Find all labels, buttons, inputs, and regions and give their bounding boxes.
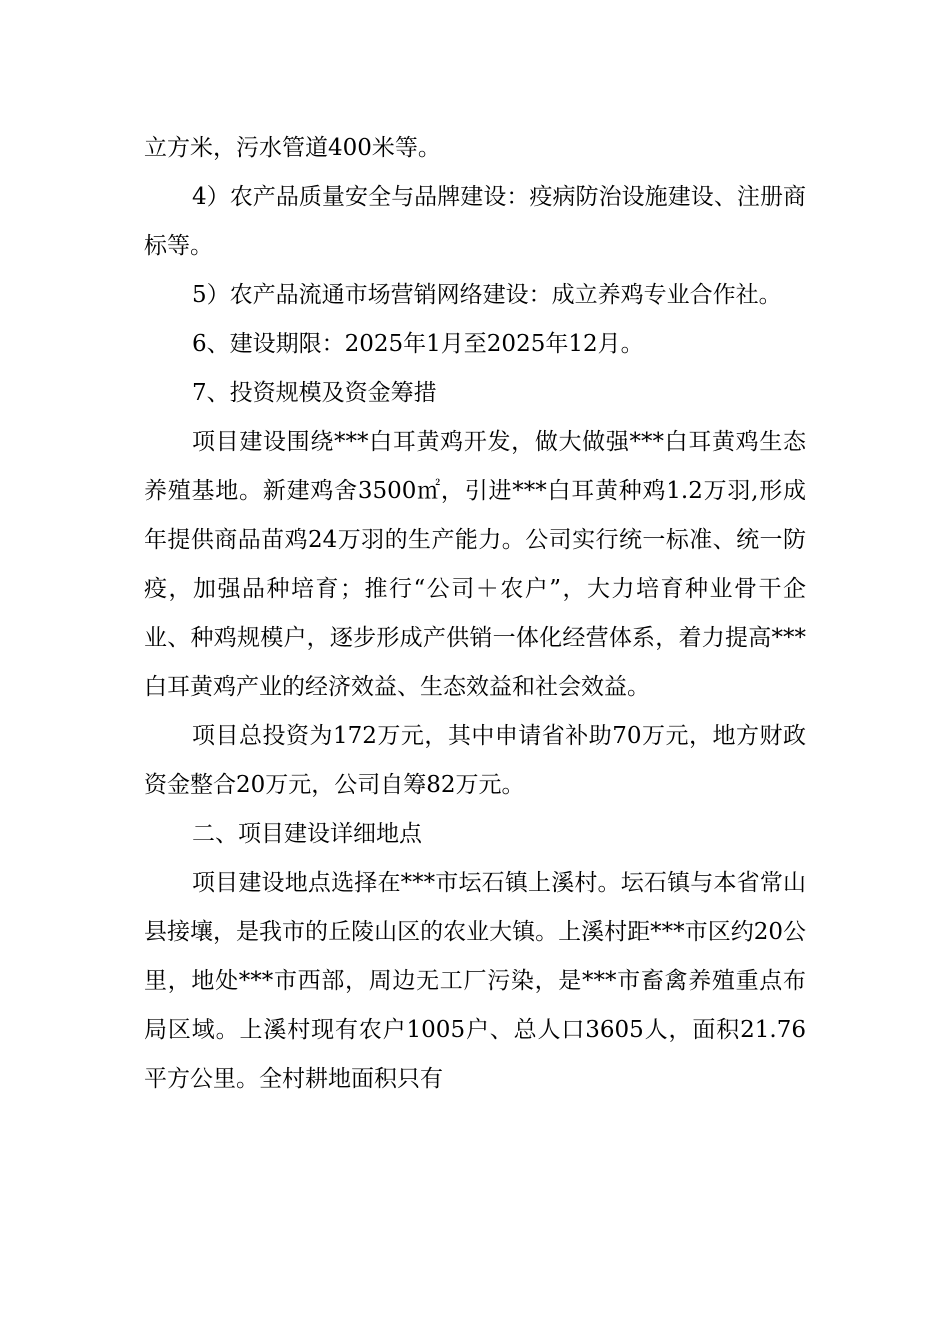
paragraph-project-overview: 项目建设围绕***白耳黄鸡开发，做大做强***白耳黄鸡生态养殖基地。新建鸡舍3500㎡，引进***白耳黄种鸡1.2万羽,形成年提供商品苗鸡24万羽的生产能力。公司实行统一标准、统一防疫，加强品种培育；推行“公司＋农户”，大力培育种业骨干企业、种鸡规模户，逐步形成产供销一体化经营体系，着力提高***白耳黄鸡产业的经济效益、生态效益和社会效益。 (144, 429, 806, 700)
paragraph-investment-heading: 7、投资规模及资金筹措 (192, 380, 437, 406)
paragraph-location-detail: 项目建设地点选择在***市坛石镇上溪村。坛石镇与本省常山县接壤，是我市的丘陵山区的农业大镇。上溪村距***市区约20公里，地处***市西部，周边无工厂污染，是***市畜禽养殖重点布局区域。上溪村现有农户1005户、总人口3605人，面积21.76平方公里。全村耕地面积只有 (144, 870, 806, 1092)
document-body (144, 124, 806, 1104)
paragraph-construction-period: 6、建设期限：2025年1月至2025年12月。 (192, 331, 644, 357)
section-heading-location: 二、项目建设详细地点 (192, 821, 422, 847)
paragraph-investment-total: 项目总投资为172万元，其中申请省补助70万元，地方财政资金整合20万元，公司自筹82万元。 (144, 723, 806, 798)
paragraph-sewage-pipe: 立方米，污水管道400米等。 (144, 135, 441, 161)
paragraph-market-network: 5）农产品流通市场营销网络建设：成立养鸡专业合作社。 (192, 282, 782, 308)
paragraph-quality-brand: 4）农产品质量安全与品牌建设：疫病防治设施建设、注册商标等。 (144, 184, 806, 259)
